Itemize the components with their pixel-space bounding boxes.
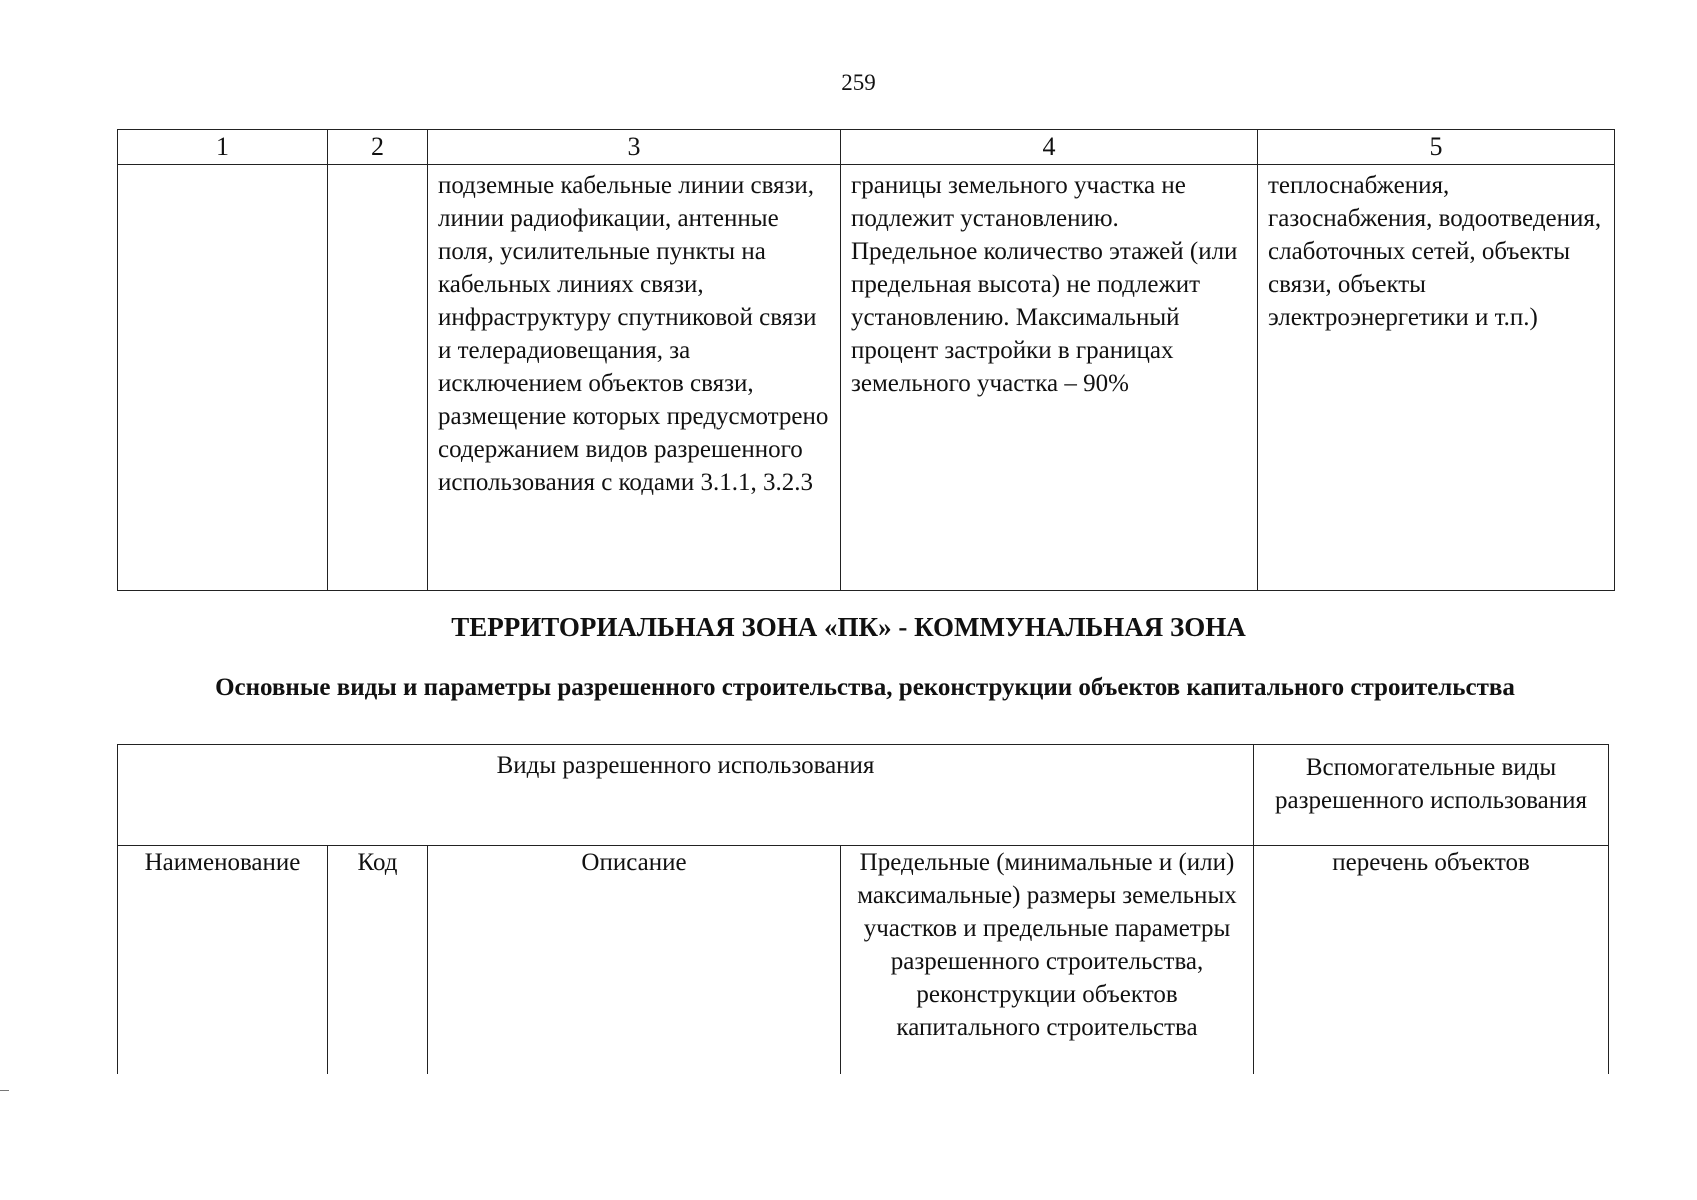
objects-cell: теплоснабжения, газоснабжения, водоотведения, слаботочных сетей, объекты связи, объекты электроэнергетики и т.п.) [1258, 165, 1615, 591]
description-cell: подземные кабельные линии связи, линии радиофикации, антенные поля, усилительные пункты на кабельных линиях связи, инфраструктуру спутниковой связи и телерадиовещания, за исключением объектов связи, размещение которых предусмотрено содержанием видов разрешенного использования с кодами 3.1.1, 3.2.3 [428, 165, 841, 591]
column-header-description: Описание [428, 846, 841, 1075]
group-header-row [118, 745, 1609, 846]
limits-cell: границы земельного участка не подлежит установлению. Предельное количество этажей (или предельная высота) не подлежит установлению. Максимальный процент застройки в границах земельного участка – 90% [841, 165, 1258, 591]
column-number-row [118, 130, 1615, 165]
permitted-use-table [117, 744, 1609, 1074]
column-header-row [118, 846, 1609, 1075]
column-header-name: Наименование [118, 846, 328, 1075]
scan-edge-mark [0, 1090, 9, 1091]
aux-header: Вспомогательные виды разрешенного использования [1254, 745, 1609, 846]
table-row [118, 165, 1615, 591]
group-header: Виды разрешенного использования [118, 745, 1254, 846]
zone-subtitle: Основные виды и параметры разрешенного строительства, реконструкции объектов капитального строительства [215, 674, 1515, 701]
code-cell [328, 165, 428, 591]
column-header-objects: перечень объектов [1254, 846, 1609, 1075]
column-header-limits: Предельные (минимальные и (или) максимальные) размеры земельных участков и предельные параметры разрешенного строительства, реконструкции объектов капитального строительства [841, 846, 1254, 1075]
column-number-2: 2 [328, 130, 428, 165]
zone-title: ТЕРРИТОРИАЛЬНАЯ ЗОНА «ПК» - КОММУНАЛЬНАЯ ЗОНА [451, 612, 1246, 642]
name-cell [118, 165, 328, 591]
column-number-4: 4 [841, 130, 1258, 165]
continuation-table [117, 129, 1615, 591]
page-number: 259 [841, 70, 876, 95]
column-number-3: 3 [428, 130, 841, 165]
column-header-code: Код [328, 846, 428, 1075]
column-number-5: 5 [1258, 130, 1615, 165]
column-number-1: 1 [118, 130, 328, 165]
